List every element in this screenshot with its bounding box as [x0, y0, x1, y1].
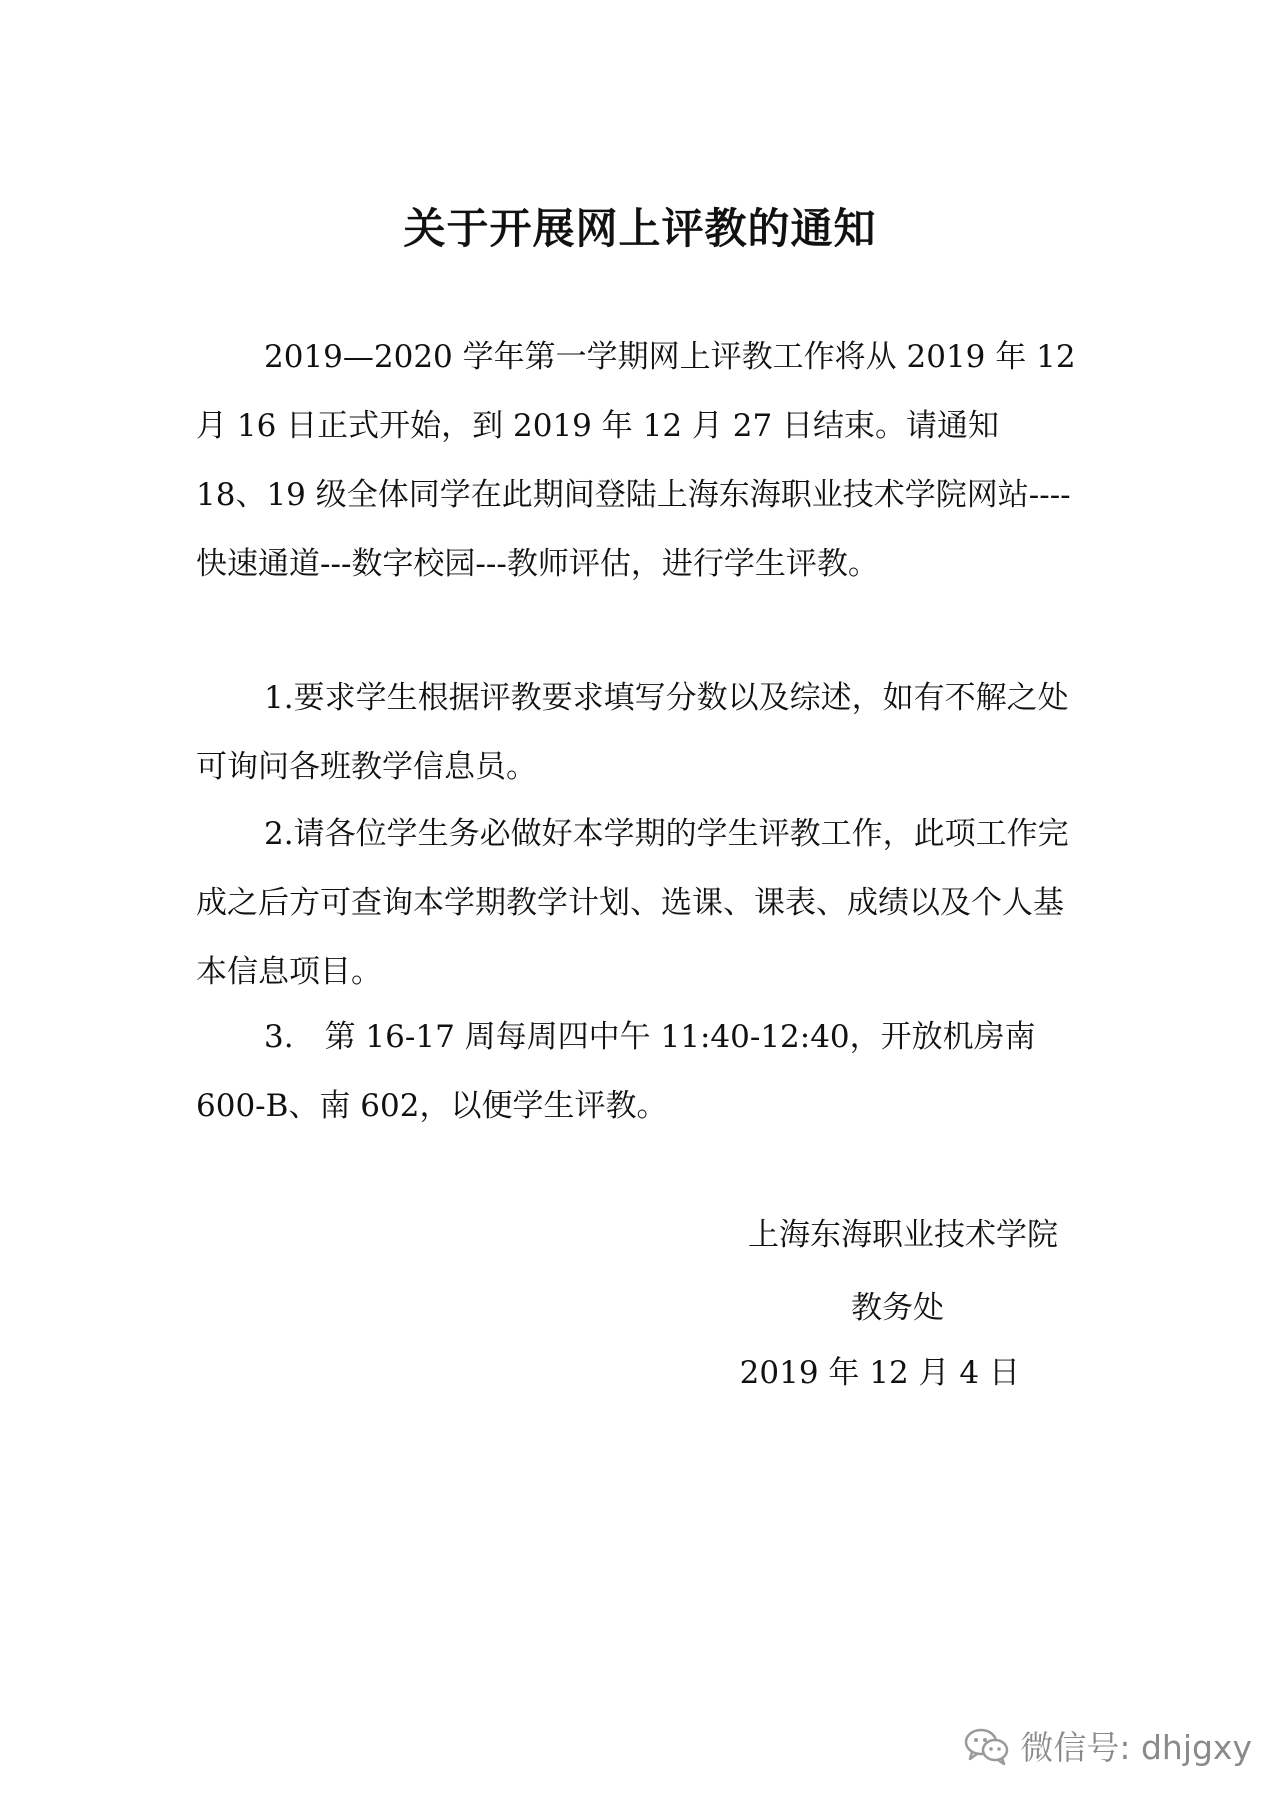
- signature-department: 教务处: [851, 1290, 944, 1326]
- signature-organization: 上海东海职业技术学院: [748, 1217, 1058, 1253]
- wechat-watermark: [964, 1722, 1252, 1769]
- notice-title: 关于开展网上评教的通知: [403, 204, 877, 253]
- notice-item-3: 3. 第 16-17 周每周四中午 11:40-12:40，开放机房南 600-B、南 602，以便学生评教。: [196, 1019, 1036, 1124]
- wechat-icon: [964, 1726, 1010, 1766]
- notice-item-2: 2.请各位学生务必做好本学期的学生评教工作，此项工作完成之后方可查询本学期教学计划、选课、课表、成绩以及个人基本信息项目。: [196, 816, 1069, 990]
- notice-item-1: 1.要求学生根据评教要求填写分数以及综述，如有不解之处可询问各班教学信息员。: [196, 680, 1069, 785]
- signature-date: 2019 年 12 月 4 日: [739, 1355, 1020, 1391]
- notice-intro-paragraph: 2019—2020 学年第一学期网上评教工作将从 2019 年 12 月 16 日正式开始，到 2019 年 12 月 27 日结束。请通知 18、19 级全体同学在此期间登陆上海东海职业技术学院网站----快速通道---数字校园---教师评估，进行学生评教。: [196, 339, 1076, 582]
- wechat-id-text: 微信号: dhjgxy: [1020, 1728, 1252, 1767]
